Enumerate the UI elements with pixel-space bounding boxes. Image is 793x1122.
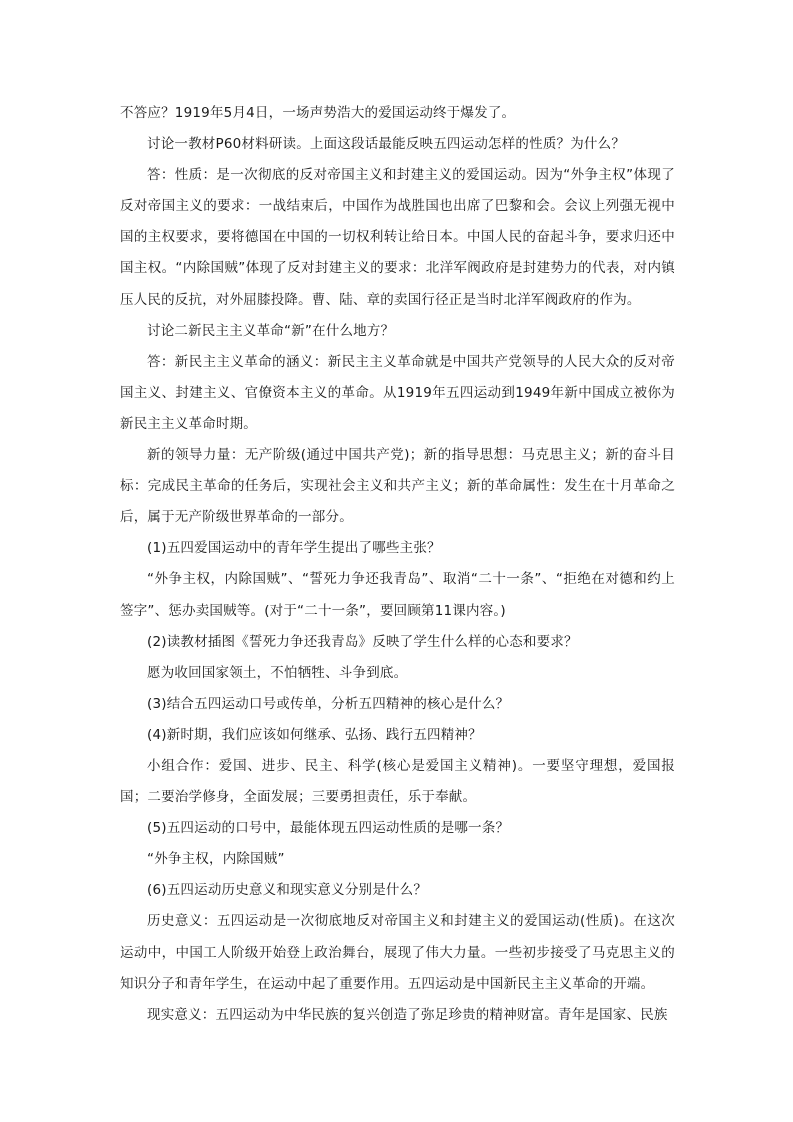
paragraph-discussion-two: 讨论二新民主主义革命“新”在什么地方？ xyxy=(147,322,395,339)
paragraph-discussion-one: 讨论一教材P60材料研读。上面这段话最能反映五四运动怎样的性质？为什么？ xyxy=(147,136,626,153)
question-3: (3)结合五四运动口号或传单，分析五四精神的核心是什么？ xyxy=(147,695,510,712)
question-4: (4)新时期，我们应该如何继承、弘扬、践行五四精神？ xyxy=(147,726,482,743)
document-body xyxy=(120,98,675,1031)
paragraph-answer-two: 答：新民主主义革命的涵义：新民主主义革命就是中国共产党领导的人民大众的反对帝国主义、封建主义、官僚资本主义的革命。从1919年五四运动到1949年新中国成立被你为新民主主义革命时期。 xyxy=(120,353,675,432)
question-2: (2)读教材插图《誓死力争还我青岛》反映了学生什么样的心态和要求？ xyxy=(147,633,578,650)
question-1: (1)五四爱国运动中的青年学生提出了哪些主张？ xyxy=(147,540,441,557)
question-6: (6)五四运动历史意义和现实意义分别是什么？ xyxy=(147,882,428,899)
answer-6-historical: 历史意义：五四运动是一次彻底地反对帝国主义和封建主义的爱国运动(性质)。在这次运动中，中国工人阶级开始登上政治舞台，展现了伟大力量。一些初步接受了马克思主义的知识分子和青年学生，在运动中起了重要作用。五四运动是中国新民主主义革命的开端。 xyxy=(120,913,675,992)
paragraph-answer-one: 答：性质：是一次彻底的反对帝国主义和封建主义的爱国运动。因为“外争主权”体现了反对帝国主义的要求：一战结束后，中国作为战胜国也出席了巴黎和会。会议上列强无视中国的主权要求，要将德国在中国的一切权利转让给日本。中国人民的奋起斗争，要求归还中国主权。“内除国贼”体现了反对封建主义的要求：北洋军阀政府是封建势力的代表，对内镇压人民的反抗，对外屈膝投降。曹、陆、章的卖国行径正是当时北洋军阀政府的作为。 xyxy=(120,167,675,308)
answer-1: “外争主权，内除国贼”、“誓死力争还我青岛”、取消“二十一条”、“拒绝在对德和约上签字”、惩办卖国贼等。(对于“二十一条”，要回顾第11课内容。) xyxy=(120,571,675,619)
answer-3-4: 小组合作：爱国、进步、民主、科学(核心是爱国主义精神)。一要坚守理想，爱国报国；二要治学修身，全面发展；三要勇担责任，乐于奉献。 xyxy=(120,757,675,806)
paragraph-intro-tail: 不答应？1919年5月4日，一场声势浩大的爱国运动终于爆发了。 xyxy=(120,105,516,121)
answer-5: “外争主权，内除国贼” xyxy=(147,851,285,868)
answer-2: 愿为收回国家领土，不怕牺牲、斗争到底。 xyxy=(147,664,408,681)
question-5: (5)五四运动的口号中，最能体现五四运动性质的是哪一条？ xyxy=(147,820,510,837)
paragraph-new-features: 新的领导力量：无产阶级(通过中国共产党)；新的指导思想：马克思主义；新的奋斗目标：完成民主革命的任务后，实现社会主义和共产主义；新的革命属性：发生在十月革命之后，属于无产阶级世界革命的一部分。 xyxy=(120,447,675,526)
answer-6-current: 现实意义：五四运动为中华民族的复兴创造了弥足珍贵的精神财富。青年是国家、民族 xyxy=(147,1006,668,1023)
